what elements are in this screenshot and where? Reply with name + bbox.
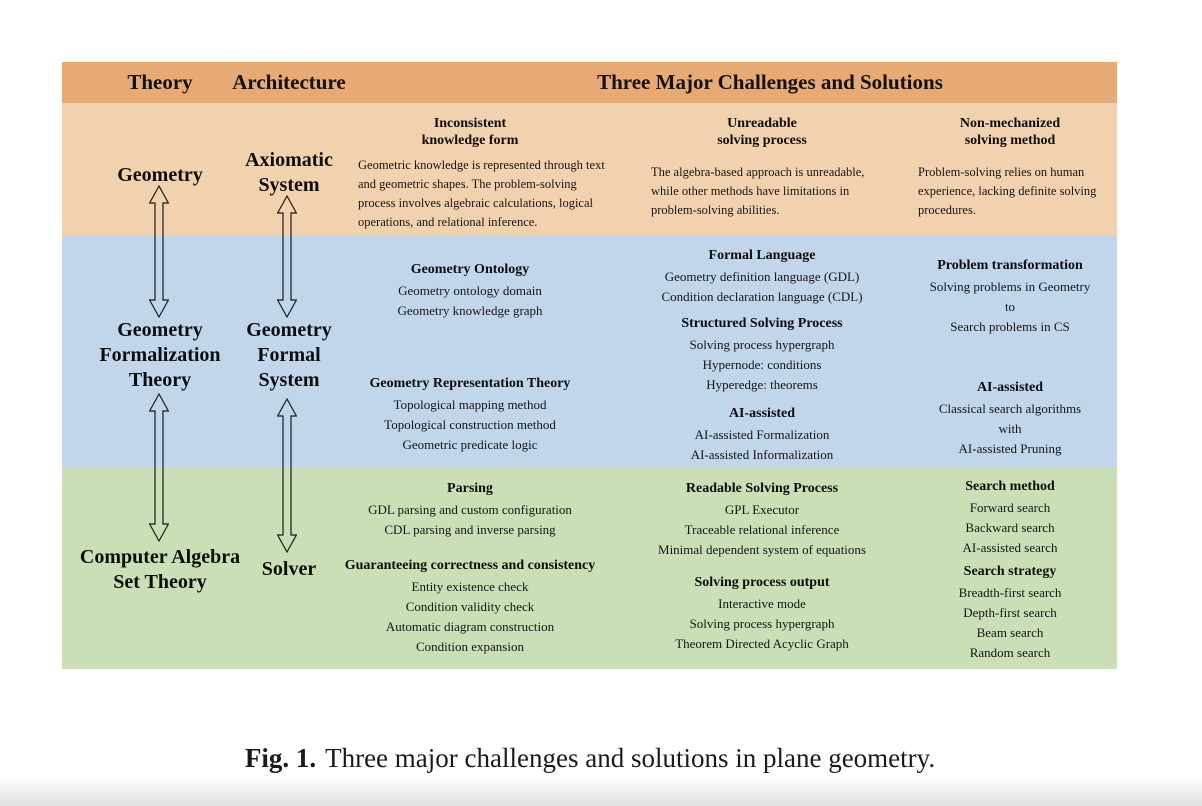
list-item: Depth-first search xyxy=(963,605,1057,620)
list-item: Formal xyxy=(257,344,321,366)
list-item: System xyxy=(258,174,320,196)
challenges-figure xyxy=(62,62,1117,669)
list-item: Condition declaration language (CDL) xyxy=(661,289,863,304)
list-item: Formalization xyxy=(99,344,221,366)
header-architecture: Architecture xyxy=(232,70,346,94)
list-item: AI-assisted Informalization xyxy=(690,447,834,462)
solution-group xyxy=(320,558,620,657)
group-items xyxy=(330,395,610,455)
group-heading: Solving process output xyxy=(694,575,830,590)
list-item: Theorem Directed Acyclic Graph xyxy=(675,636,849,651)
group-items xyxy=(622,500,902,560)
solution-group xyxy=(870,564,1150,663)
list-item: Condition validity check xyxy=(405,599,535,614)
double-arrow-icon xyxy=(149,393,169,542)
group-heading: Readable Solving Process xyxy=(685,481,839,496)
list-item: Set Theory xyxy=(113,571,207,593)
list-item: knowledge form xyxy=(421,133,519,148)
group-heading: AI-assisted xyxy=(728,406,796,421)
list-item: GDL parsing and custom configuration xyxy=(368,502,572,517)
list-item: Breadth-first search xyxy=(958,585,1062,600)
list-item: Classical search algorithms xyxy=(938,401,1082,416)
solution-group xyxy=(622,406,902,465)
caption-label: Fig. 1. xyxy=(244,743,317,773)
list-item: Geometry ontology domain xyxy=(398,283,542,298)
double-arrow-icon xyxy=(277,398,297,553)
list-item: Non-mechanized xyxy=(959,116,1061,131)
group-heading: Formal Language xyxy=(708,248,816,263)
row-geometry-formalization xyxy=(62,236,1117,467)
challenge-heading xyxy=(870,115,1150,149)
solution-group xyxy=(330,481,610,540)
list-item: Search problems in CS xyxy=(950,319,1070,334)
list-item: GPL Executor xyxy=(724,502,800,517)
group-heading: Geometry Representation Theory xyxy=(369,376,571,391)
list-item: to xyxy=(1004,299,1016,314)
list-item: Solver xyxy=(261,558,317,580)
list-item: Theory xyxy=(128,369,192,391)
figure-caption xyxy=(0,743,1180,774)
list-item: with xyxy=(998,421,1022,436)
group-heading: Geometry Ontology xyxy=(410,262,530,277)
list-item: Geometry definition language (GDL) xyxy=(664,269,860,284)
list-item: AI-assisted Pruning xyxy=(958,441,1062,456)
challenge-heading xyxy=(622,115,902,149)
list-item: Computer Algebra xyxy=(79,546,241,568)
group-heading: Guaranteeing correctness and consistency xyxy=(344,558,596,573)
solution-group xyxy=(870,258,1150,337)
list-item: Topological mapping method xyxy=(393,397,547,412)
list-item: Traceable relational inference xyxy=(684,522,840,537)
group-heading: Parsing xyxy=(447,481,493,496)
list-item: Backward search xyxy=(965,520,1055,535)
bottom-gradient xyxy=(0,776,1202,806)
list-item: Entity existence check xyxy=(411,579,529,594)
group-items xyxy=(330,281,610,321)
double-arrow-icon xyxy=(149,185,169,318)
header-theory: Theory xyxy=(127,70,193,94)
group-items xyxy=(870,498,1150,558)
list-item: Geometry knowledge graph xyxy=(397,303,543,318)
list-item: Minimal dependent system of equations xyxy=(658,542,866,557)
row-geometry xyxy=(62,103,1117,236)
group-items xyxy=(320,577,620,657)
challenge-body: The algebra-based approach is unreadable, while other methods have limitations in problem-solving abilities. xyxy=(651,165,865,217)
challenge-heading xyxy=(330,115,610,149)
group-heading: Problem transformation xyxy=(937,258,1083,273)
solution-group xyxy=(330,376,610,455)
header-challenges-title: Three Major Challenges and Solutions xyxy=(597,70,943,94)
list-item: Hypernode: conditions xyxy=(702,357,822,372)
list-item: AI-assisted search xyxy=(962,540,1058,555)
double-arrow-icon xyxy=(277,195,297,318)
group-items xyxy=(622,594,902,654)
list-item: Hyperedge: theorems xyxy=(706,377,818,392)
list-item: Condition expansion xyxy=(416,639,524,654)
list-item: Inconsistent xyxy=(433,116,507,131)
solution-group xyxy=(622,481,902,560)
list-item: Solving process hypergraph xyxy=(689,337,835,352)
list-item: AI-assisted Formalization xyxy=(694,427,830,442)
solution-group xyxy=(330,262,610,321)
group-items xyxy=(870,277,1150,337)
list-item: Solving process hypergraph xyxy=(689,616,835,631)
challenge-body: Problem-solving relies on human experience, lacking definite solving procedures. xyxy=(918,165,1097,217)
group-heading: Search method xyxy=(965,479,1055,494)
group-heading: AI-assisted xyxy=(976,380,1044,395)
list-item: Beam search xyxy=(976,625,1044,640)
group-items xyxy=(870,399,1150,459)
solution-group xyxy=(622,316,902,395)
list-item: Forward search xyxy=(969,500,1051,515)
group-items xyxy=(870,583,1150,663)
list-item: Automatic diagram construction xyxy=(385,619,555,634)
list-item: Axiomatic xyxy=(245,149,333,171)
table-header xyxy=(62,62,1117,103)
list-item: solving method xyxy=(964,133,1056,148)
group-items xyxy=(330,500,610,540)
group-items xyxy=(622,267,902,307)
list-item: Random search xyxy=(969,645,1051,660)
solution-group xyxy=(622,575,902,654)
row-computer-algebra xyxy=(62,467,1117,669)
group-items xyxy=(622,425,902,465)
group-items xyxy=(622,335,902,395)
list-item: Solving problems in Geometry xyxy=(929,279,1091,294)
group-heading: Search strategy xyxy=(963,564,1057,579)
list-item: Unreadable xyxy=(727,116,797,131)
list-item: CDL parsing and inverse parsing xyxy=(384,522,556,537)
group-heading: Structured Solving Process xyxy=(681,316,843,331)
list-item: Interactive mode xyxy=(718,596,806,611)
list-item: Geometric predicate logic xyxy=(402,437,538,452)
solution-group xyxy=(622,248,902,307)
architecture-label xyxy=(199,148,379,198)
list-item: Geometry xyxy=(117,319,203,341)
list-item: Geometry xyxy=(246,319,332,341)
list-item: System xyxy=(258,369,320,391)
list-item: Topological construction method xyxy=(384,417,556,432)
challenge-body: Geometric knowledge is represented through text and geometric shapes. The problem-solving process involves algebraic calculations, logical operations, and relational inference. xyxy=(358,158,605,229)
solution-group xyxy=(870,479,1150,558)
list-item: Geometry xyxy=(117,164,203,186)
list-item: solving process xyxy=(717,133,807,148)
solution-group xyxy=(870,380,1150,459)
caption-text: Three major challenges and solutions in plane geometry. xyxy=(325,743,936,773)
